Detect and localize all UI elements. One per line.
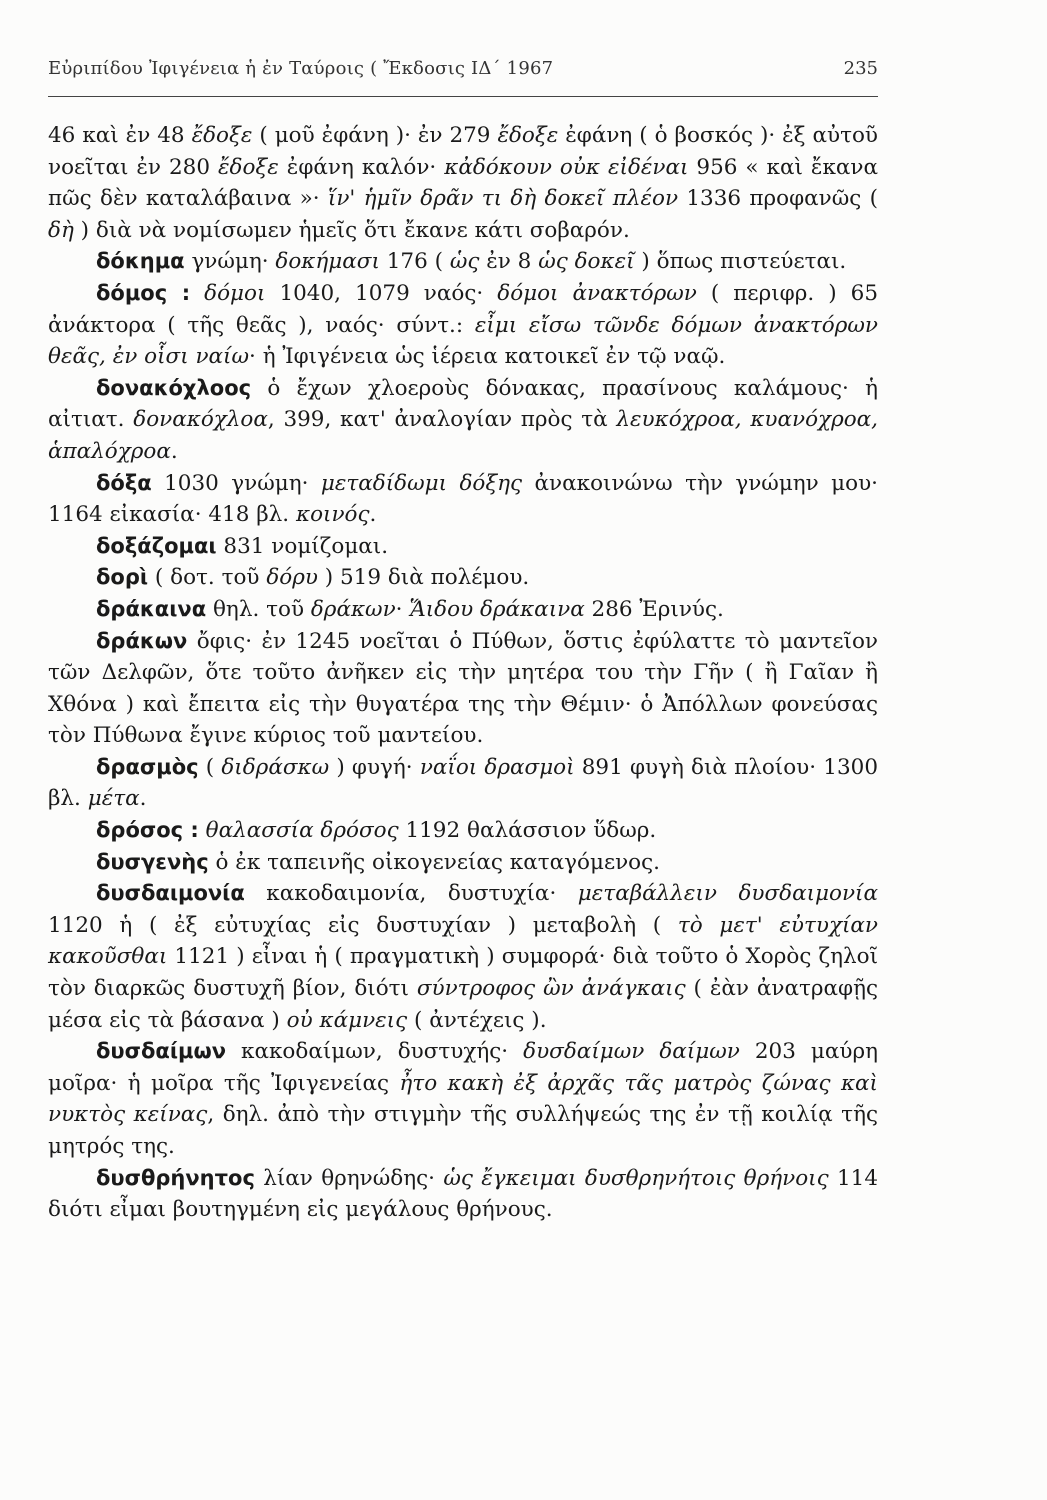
entry-citation-italic: δονακόχλοα: [133, 407, 268, 433]
entry-lemma: δρασμὸς: [96, 754, 199, 779]
entry-citation-italic: Ἅιδου δράκαινα: [409, 596, 585, 622]
entry-lemma: δόκημα: [96, 249, 185, 274]
entry-text: ) ὅπως πιστεύεται.: [634, 249, 847, 275]
entry-text: ( ἐὰν ἀνατραφῇς μέσα εἰς τὰ βάσανα ): [48, 976, 878, 1033]
entry-citation-italic: ναΐοι δρασμοὶ: [419, 754, 575, 780]
glossary-entry: [48, 594, 878, 626]
entry-citation-italic: δόρυ: [266, 565, 318, 591]
entry-text: 956 « καὶ ἔκανα πῶς δὲν καταλάβαινα »·: [48, 154, 879, 212]
entry-citation-italic: δυσδαίμων δαίμων: [523, 1039, 740, 1065]
entry-text: · ἡ Ἰφιγένεια ὡς ἱέρεια κατοικεῖ ἐν τῷ ναῷ.: [249, 344, 726, 370]
entry-lemma: δόξα: [96, 470, 152, 495]
glossary-entries: [48, 120, 878, 1226]
glossary-entry: [48, 752, 878, 815]
glossary-entry: [48, 1163, 878, 1226]
entry-citation-italic: θαλασσία δρόσος: [205, 818, 399, 844]
entry-text: 891 φυγὴ διὰ πλοίου· 1300 βλ.: [48, 754, 878, 812]
entry-text: 1040, 1079 ναός·: [265, 280, 498, 306]
entry-citation-italic: ἔδοξε: [191, 123, 253, 148]
entry-text: 46 καὶ ἐν 48: [48, 123, 192, 148]
entry-text: 1336 προφανῶς (: [678, 186, 878, 212]
entry-text: ἐφάνη ( ὁ βοσκός )· ἐξ αὐτοῦ νοεῖται ἐν 280: [48, 123, 878, 180]
entry-text: ) 519 διὰ πολέμου.: [317, 565, 530, 591]
entry-text: ἐφάνη καλόν·: [278, 154, 445, 180]
glossary-entry-continuation: [48, 120, 878, 246]
running-title: Εὐριπίδου Ἰφιγένεια ἡ ἐν Ταύροις ( Ἔκδοσις ΙΔ΄ 1967: [48, 58, 554, 79]
entry-citation-italic: εἶμι εἴσω τῶνδε δόμων ἀνακτόρων θεᾶς, ἐν οἷσι ναίω: [48, 312, 878, 370]
entry-citation-italic: οὐ κάμνεις: [286, 1007, 408, 1033]
glossary-entry: [48, 626, 878, 752]
entry-citation-italic: σύντροφος ὢν ἀνάγκαις: [416, 976, 686, 1002]
entry-text: [199, 818, 206, 843]
glossary-entry: [48, 373, 878, 468]
entry-citation-italic: ὡς: [449, 249, 480, 275]
entry-citation-italic: ἵν' ἡμῖν δρᾶν τι δὴ δοκεῖ πλέον: [327, 186, 679, 212]
glossary-entry: [48, 562, 878, 594]
entry-citation-italic: τὸ μετ' εὐτυχίαν κακοῦσθαι: [48, 912, 878, 970]
entry-lemma: δυσδαιμονία: [96, 881, 245, 906]
entry-text: 1120 ἡ ( ἐξ εὐτυχίας εἰς δυστυχίαν ) μεταβολὴ (: [48, 912, 678, 938]
entry-citation-italic: ὡς δοκεῖ: [538, 249, 635, 275]
entry-text: .: [170, 438, 178, 464]
entry-text: κακοδαιμονία, δυστυχία·: [244, 881, 578, 907]
entry-citation-italic: λευκόχροα, κυανόχροα, ἁπαλόχροα: [48, 407, 879, 464]
entry-lemma: δυσδαίμων: [96, 1039, 227, 1064]
entry-lemma: δράκων: [96, 628, 188, 653]
glossary-entry: [48, 468, 878, 531]
entry-citation-italic: διδράσκω: [221, 754, 330, 780]
entry-text: 114 διότι εἶμαι βουτηγμένη εἰς μεγάλους θρήνους.: [48, 1165, 878, 1223]
entry-citation-italic: ἔδοξε: [497, 123, 559, 148]
entry-lemma: δρόσος :: [96, 818, 199, 843]
entry-citation-italic: μέτα: [87, 786, 140, 812]
glossary-entry: [48, 1036, 878, 1162]
entry-citation-italic: κοινός: [295, 502, 370, 528]
entry-citation-italic: δόμοι: [204, 280, 266, 306]
glossary-entry: [48, 878, 878, 1036]
entry-text: 831 νομίζομαι.: [216, 533, 389, 559]
entry-citation-italic: δὴ: [48, 217, 74, 243]
entry-text: 1121 ) εἶναι ἡ ( πραγματικὴ ) συμφορά· διὰ τοῦτο ὁ Χορὸς ζηλοῖ τὸν διαρκῶς δυστυχῆ βίον, διότι: [48, 944, 878, 1002]
entry-text: .: [139, 786, 147, 812]
entry-lemma: δοξάζομαι: [96, 533, 217, 558]
entry-text: ὄφις· ἐν 1245 νοεῖται ὁ Πύθων, ὅστις ἐφύλαττε τὸ μαντεῖον τῶν Δελφῶν, ὅτε τοῦτο ἀνῆκεν εἰς τὴν μητέρα του τὴν Γῆν ( ἢ Γαῖαν ἢ Χθόνα ) καὶ ἔπειτα εἰς τὴν θυγατέρα της τὴν Θέμιν· ὁ Ἀπόλλων φονεύσας τὸν Πύθωνα ἔγινε κύριος τοῦ μαντείου.: [48, 628, 878, 749]
entry-text: ὁ ἔχων χλοεροὺς δόνακας, πρασίνους καλάμους· ἡ αἰτιατ.: [48, 375, 878, 433]
entry-lemma: δυσθρήνητος: [96, 1165, 255, 1190]
header-divider: [48, 96, 878, 97]
glossary-entry: [48, 531, 878, 563]
entry-citation-italic: μεταβάλλειν δυσδαιμονία: [577, 881, 878, 907]
page-number: 235: [843, 58, 878, 79]
entry-text: ) διὰ νὰ νομίσωμεν ἡμεῖς ὅτι ἔκανε κάτι σοβαρόν.: [73, 217, 630, 243]
entry-text: ἀνακοινώνω τὴν γνώμην μου· 1164 εἰκασία· 418 βλ.: [48, 470, 878, 528]
entry-citation-italic: δοκήμασι: [275, 249, 380, 275]
glossary-entry: [48, 815, 878, 847]
entry-citation-italic: κἀδόκουν οὐκ εἰδέναι: [444, 154, 689, 180]
entry-text: [190, 281, 204, 306]
page-header: [48, 58, 878, 92]
entry-citation-italic: ἔδοξε: [218, 154, 279, 180]
entry-citation-italic: ἦτο κακὴ ἐξ ἀρχᾶς τᾶς ματρὸς ζώνας καὶ νυκτὸς κείνας: [48, 1070, 878, 1128]
glossary-entry: [48, 278, 878, 373]
entry-text: ·: [395, 596, 410, 622]
entry-text: γνώμη·: [184, 249, 276, 275]
entry-citation-italic: δράκων: [310, 596, 396, 622]
entry-text: ( περιφρ. ) 65 ἀνάκτορα ( τῆς θεᾶς ), ναός· σύντ.:: [48, 280, 878, 338]
entry-text: 176 (: [379, 249, 450, 275]
entry-text: ( δοτ. τοῦ: [148, 565, 267, 591]
entry-text: ὁ ἐκ ταπεινῆς οἰκογενείας καταγόμενος.: [208, 849, 660, 875]
entry-citation-italic: μεταδίδωμι δόξης: [320, 470, 523, 496]
entry-text: θηλ. τοῦ: [206, 596, 311, 622]
entry-lemma: δορὶ: [96, 565, 149, 590]
entry-text: 203 μαύρη μοῖρα· ἡ μοῖρα τῆς Ἰφιγενείας: [48, 1039, 878, 1096]
entry-text: 1192 θαλάσσιον ὕδωρ.: [398, 818, 657, 844]
entry-lemma: δόμος :: [96, 280, 191, 305]
entry-text: 1030 γνώμη·: [151, 470, 321, 496]
glossary-entry: [48, 246, 878, 278]
entry-text: κακοδαίμων, δυστυχής·: [226, 1039, 524, 1065]
entry-citation-italic: ὡς ἔγκειμαι δυσθρηνήτοις θρήνοις: [443, 1165, 829, 1191]
entry-text: ἐν 8: [479, 249, 539, 275]
entry-citation-italic: δόμοι ἀνακτόρων: [497, 280, 697, 306]
entry-lemma: δυσγενὴς: [96, 849, 209, 874]
entry-text: .: [369, 502, 377, 528]
entry-text: , 399, κατ' ἀναλογίαν πρὸς τὰ: [267, 407, 617, 433]
entry-lemma: δονακόχλοος: [96, 375, 252, 400]
entry-text: (: [198, 754, 222, 780]
glossary-entry: [48, 847, 878, 879]
entry-text: , δηλ. ἀπὸ τὴν στιγμὴν τῆς συλλήψεώς της ἐν τῇ κοιλίᾳ τῆς μητρός της.: [48, 1102, 879, 1159]
entry-text: ( μοῦ ἐφάνη )· ἐν 279: [252, 123, 498, 148]
entry-text: λίαν θρηνώδης·: [254, 1165, 444, 1191]
entry-lemma: δράκαινα: [96, 596, 207, 621]
entry-text: ( ἀντέχεις ).: [407, 1007, 547, 1033]
entry-text: 286 Ἐρινύς.: [584, 596, 724, 622]
entry-text: ) φυγή·: [329, 754, 420, 780]
